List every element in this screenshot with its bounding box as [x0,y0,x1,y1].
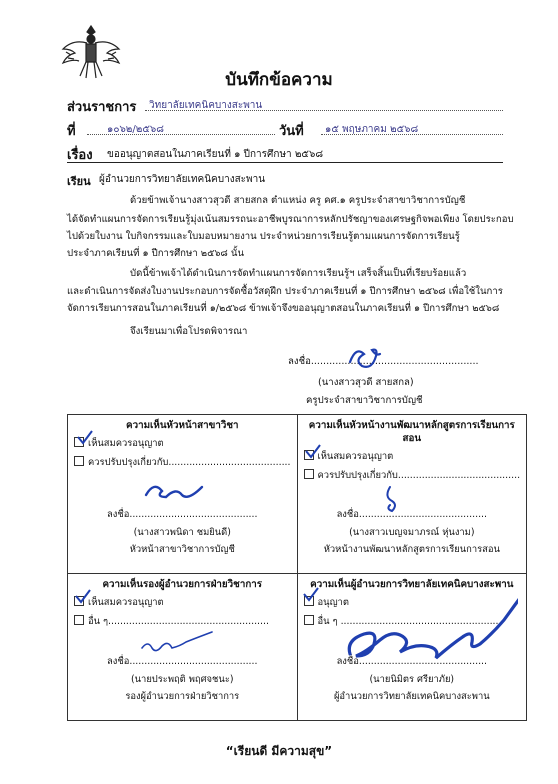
to-value: ผู้อำนวยการวิทยาลัยเทคนิคบางสะพาน [99,174,266,185]
paragraph-2-first-line: บัดนี้ข้าพเจ้าได้ดำเนินการจัดทำแผนการจัดการเรียนรู้ฯ เสร็จสิ้นเป็นที่เรียบร้อยแล้ว [130,268,467,279]
check-mark-icon [304,443,322,459]
option-label: เห็นสมควรอนุญาต [88,438,164,449]
option-improve[interactable] [304,468,521,483]
opinion-heading: ความเห็นหัวหน้างานพัฒนาหลักสูตรการเรียนการสอน [308,420,515,444]
option-label: ควรปรับปรุงเกี่ยวกับ......................................... [317,470,521,481]
closing-line: จึงเรียนมาเพื่อโปรดพิจารณา [130,326,248,337]
opinion-heading: ความเห็นผู้อำนวยการวิทยาลัยเทคนิคบางสะพาน [310,579,514,590]
signer-signature [344,342,384,372]
director-signature [328,564,518,668]
header-divider [67,162,503,164]
checkbox-icon[interactable] [74,456,84,466]
subject-line [67,144,503,162]
subject-label: เรื่อง [67,148,93,163]
signature [142,477,206,505]
number-date-line [67,120,503,138]
signer-position: ผู้อำนวยการวิทยาลัยเทคนิคบางสะพาน [333,691,490,702]
paragraph-2-line-2: และดำเนินการจัดส่งใบงานประกอบการจัดซื้อวัสดุฝึก ประจำภาคเรียนที่ ๑ ปีการศึกษา ๒๕๖๘ เพื่อใช้ในการ [67,286,503,297]
checkbox-icon[interactable] [304,469,314,479]
date-label: วันที่ [279,124,304,139]
paragraph-1-line-4: ประจำภาคเรียนที่ ๑ ปีการศึกษา ๒๕๖๘ นั้น [67,248,244,259]
option-label: เห็นสมควรอนุญาต [317,451,394,462]
signer-name: (นางสาวพนิดา ชมยินดี) [133,527,231,538]
opinion-cell-director [297,574,527,721]
memo-title: บันทึกข้อความ [225,70,333,90]
dept-label: ส่วนราชการ [67,100,137,115]
option-improve[interactable] [74,455,291,470]
option-approve[interactable] [304,449,521,464]
opinion-cell-department-head [68,415,298,574]
check-mark-icon [76,429,94,445]
paragraph-1-line-2: ได้จัดทำแผนการจัดการเรียนรู้มุ่งเน้นสมรรถนะอาชีพบูรณาการหลักปรัชญาของเศรษฐกิจพอเพียง โดยประกอบ [67,214,514,225]
signer-name: (นายประพฤติ พฤศจชนะ) [130,674,234,685]
signer-name: (นายนิมิตร ศรียาภัย) [369,674,455,685]
opinion-table [67,414,527,721]
paragraph-2-line-3: จัดการเรียนการสอนในภาคเรียนที่ ๑/๒๕๖๘ ข้าพเจ้าจึงขออนุญาตสอนในภาคเรียนที่ ๑ ปีการศึกษา ๒๕๖๘ [67,303,500,314]
subject-value: ขออนุญาตสอนในภาคเรียนที่ ๑ ปีการศึกษา ๒๕๖๘ [107,149,324,160]
signature [138,630,218,656]
option-label: ควรปรับปรุงเกี่ยวกับ......................................... [88,457,291,468]
sign-line: ลงชื่อ........................................... [336,509,488,520]
opinion-cell-curriculum-head [297,415,527,574]
sign-line: ลงชื่อ........................................... [336,656,488,667]
option-approve[interactable] [74,595,291,610]
signer-name: (นางสาวเบญจมาภรณ์ หุ่นงาม) [349,527,475,538]
check-mark-icon [302,586,320,602]
paragraph-1-line-3: ไปด้วยใบงาน ใบกิจกรรมและใบมอบหมายงาน ประจำหน่วยการเรียนรู้ตามแผนการจัดการเรียนรู้ [67,231,460,242]
option-label: เห็นสมควรอนุญาต [88,597,164,608]
check-mark-icon [74,588,92,604]
option-label: อนุญาต [317,597,349,608]
checkbox-icon[interactable] [304,615,314,625]
dept-value: วิทยาลัยเทคนิคบางสะพาน [149,100,263,111]
signer-position: หัวหน้าสาขาวิชาการบัญชี [129,544,235,555]
option-other[interactable] [74,614,291,629]
opinion-cell-deputy-director [68,574,298,721]
signer-name: (นางสาวสุวดี สายสกล) [318,377,414,388]
to-line [67,170,503,188]
number-value: ๑๐๖๒/๒๕๖๘ [107,124,164,135]
dept-line [67,96,503,114]
paragraph-1-first-line: ด้วยข้าพเจ้านางสาวสุวดี สายสกล ตำแหน่ง ครู คศ.๑ ครูประจำสาขาวิชาการบัญชี [130,195,466,206]
to-label: เรียน [67,175,91,188]
signer-sign-line: ลงชื่อ....................................................... [288,356,479,367]
signer-position: ครูประจำสาขาวิชาการบัญชี [306,395,423,406]
option-label: อื่น ๆ...................................................... [88,616,269,627]
number-label: ที่ [67,124,76,139]
sign-line: ลงชื่อ........................................... [107,656,258,667]
date-value: ๑๕ พฤษภาคม ๒๕๖๘ [325,124,419,135]
sign-line: ลงชื่อ........................................... [107,509,258,520]
checkbox-icon[interactable] [74,615,84,625]
signer-position: หัวหน้างานพัฒนาหลักสูตรการเรียนการสอน [323,544,500,555]
signer-position: รองผู้อำนวยการฝ่ายวิชาการ [125,691,240,702]
opinion-heading: ความเห็นหัวหน้าสาขาวิชา [126,420,239,431]
motto-footer: “เรียนดี มีความสุข” [225,744,333,758]
opinion-heading: ความเห็นรองผู้อำนวยการฝ่ายวิชาการ [102,579,263,590]
option-approve[interactable] [74,436,291,451]
option-label: อื่น ๆ ...................................................... [317,616,502,627]
